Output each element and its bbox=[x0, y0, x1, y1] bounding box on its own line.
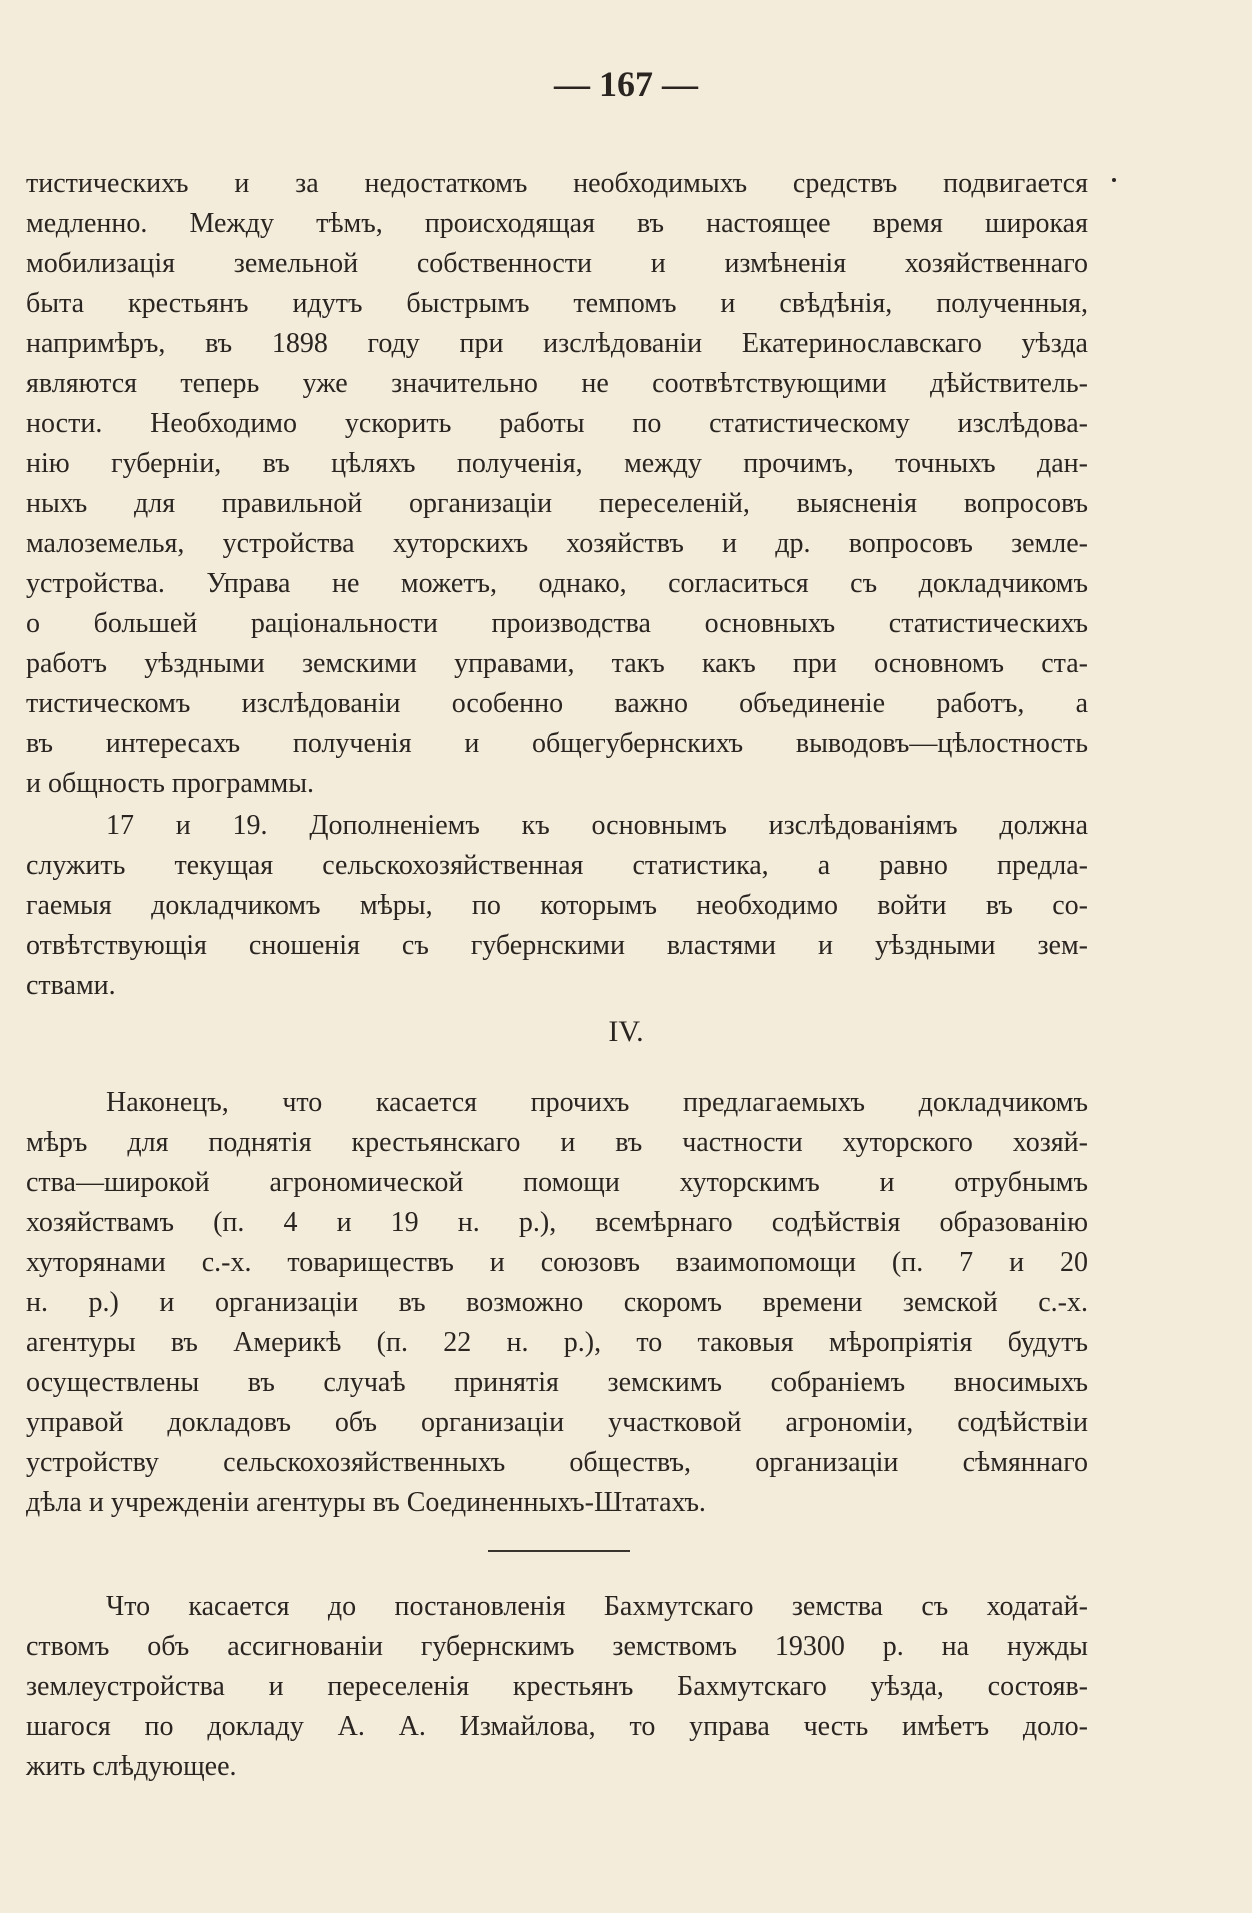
text-line: работъ уѣздными земскими управами, такъ какъ при основномъ ста- bbox=[26, 648, 1088, 679]
text-line: ствомъ объ ассигнованіи губернскимъ земствомъ 19300 р. на нужды bbox=[26, 1631, 1088, 1662]
text-line: устройства. Управа не можетъ, однако, согласиться съ докладчикомъ bbox=[26, 568, 1088, 599]
text-line: о большей раціональности производства основныхъ статистическихъ bbox=[26, 608, 1088, 639]
text-line: служить текущая сельскохозяйственная статистика, а равно предла- bbox=[26, 850, 1088, 881]
text-line: осуществлены въ случаѣ принятія земскимъ собраніемъ вносимыхъ bbox=[26, 1367, 1088, 1398]
text-line: хуторянами с.-х. товариществъ и союзовъ взаимопомощи (п. 7 и 20 bbox=[26, 1247, 1088, 1278]
text-line: Наконецъ, что касается прочихъ предлагаемыхъ докладчикомъ bbox=[106, 1087, 1088, 1118]
text-line: гаемыя докладчикомъ мѣры, по которымъ необходимо войти въ со- bbox=[26, 890, 1088, 921]
text-line: напримѣръ, въ 1898 году при изслѣдованіи Екатеринославскаго уѣзда bbox=[26, 328, 1088, 359]
text-line: мѣръ для поднятія крестьянскаго и въ частности хуторского хозяй- bbox=[26, 1127, 1088, 1158]
text-line: дѣла и учрежденіи агентуры въ Соединенныхъ-Штатахъ. bbox=[26, 1487, 706, 1518]
text-line: Что касается до постановленія Бахмутскаго земства съ ходатай- bbox=[106, 1591, 1088, 1622]
text-line: шагося по докладу А. А. Измайлова, то управа честь имѣетъ доло- bbox=[26, 1711, 1088, 1742]
text-line: жить слѣдующее. bbox=[26, 1751, 237, 1782]
text-line: въ интересахъ полученія и общегубернскихъ выводовъ—цѣлостность bbox=[26, 728, 1088, 759]
paragraph-statistics bbox=[26, 164, 1088, 804]
text-line: отвѣтствующія сношенія съ губернскими властями и уѣздными зем- bbox=[26, 930, 1088, 961]
text-line: хозяйствамъ (п. 4 и 19 н. р.), всемѣрнаго содѣйствія образованію bbox=[26, 1207, 1088, 1238]
ink-speck bbox=[1112, 178, 1116, 182]
text-line: ныхъ для правильной организаціи переселеній, выясненія вопросовъ bbox=[26, 488, 1088, 519]
text-line: ствами. bbox=[26, 970, 116, 1001]
text-line: управой докладовъ объ организаціи участковой агрономіи, содѣйствіи bbox=[26, 1407, 1088, 1438]
paragraph-bakhmut bbox=[26, 1587, 1088, 1787]
text-line: устройству сельскохозяйственныхъ обществъ, организаціи сѣмяннаго bbox=[26, 1447, 1088, 1478]
section-divider bbox=[488, 1550, 630, 1552]
page-number: — 167 — bbox=[554, 64, 698, 104]
text-line: 17 и 19. Дополненіемъ къ основнымъ изслѣдованіямъ должна bbox=[106, 810, 1088, 841]
text-line: землеустройства и переселенія крестьянъ Бахмутскаго уѣзда, состояв- bbox=[26, 1671, 1088, 1702]
text-line: и общность программы. bbox=[26, 768, 315, 799]
paragraph-points-17-19 bbox=[26, 806, 1088, 1006]
text-line: являются теперь уже значительно не соотвѣтствующими дѣйствитель- bbox=[26, 368, 1088, 399]
text-line: быта крестьянъ идутъ быстрымъ темпомъ и свѣдѣнія, полученныя, bbox=[26, 288, 1088, 319]
text-line: тистическихъ и за недостаткомъ необходимыхъ средствъ подвигается bbox=[26, 168, 1088, 199]
text-line: ства—широкой агрономической помощи хуторскимъ и отрубнымъ bbox=[26, 1167, 1088, 1198]
section-heading: IV. bbox=[608, 1015, 644, 1048]
text-line: малоземелья, устройства хуторскихъ хозяйствъ и др. вопросовъ земле- bbox=[26, 528, 1088, 559]
text-line: н. р.) и организаціи въ возможно скоромъ времени земской с.-х. bbox=[26, 1287, 1088, 1318]
paragraph-measures bbox=[26, 1083, 1088, 1523]
text-line: медленно. Между тѣмъ, происходящая въ настоящее время широкая bbox=[26, 208, 1088, 239]
text-line: ности. Необходимо ускорить работы по статистическому изслѣдова- bbox=[26, 408, 1088, 439]
text-line: нію губерніи, въ цѣляхъ полученія, между прочимъ, точныхъ дан- bbox=[26, 448, 1088, 479]
text-line: агентуры въ Америкѣ (п. 22 н. р.), то таковыя мѣропріятія будутъ bbox=[26, 1327, 1088, 1358]
text-line: тистическомъ изслѣдованіи особенно важно объединеніе работъ, а bbox=[26, 688, 1088, 719]
text-line: мобилизація земельной собственности и измѣненія хозяйственнаго bbox=[26, 248, 1088, 279]
